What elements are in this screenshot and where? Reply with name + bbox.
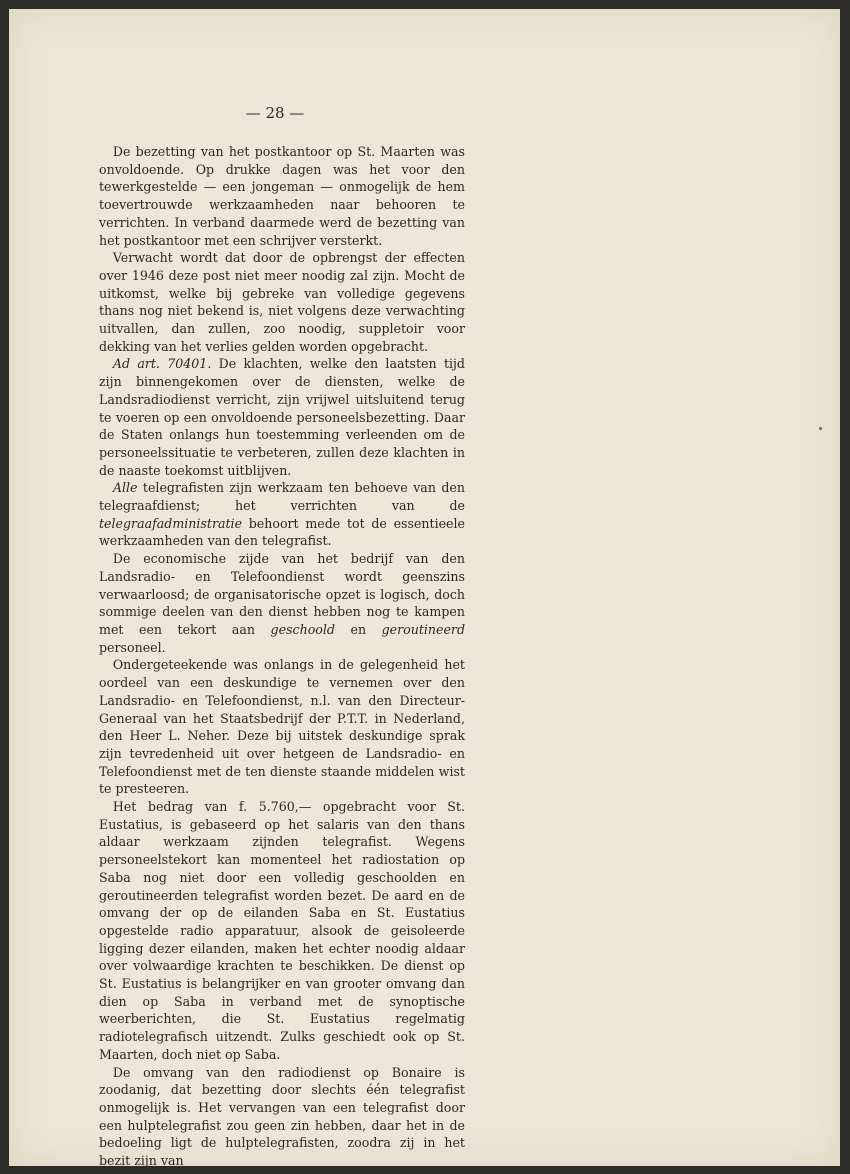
paragraph-5-text-c: en	[334, 621, 382, 637]
paragraph-7: Het bedrag van f. 5.760,— opgebracht voor St. Eustatius, is gebaseerd op het salaris van den thans aldaar werkzaam zijnden telegrafist. Wegens personeelstekort kan momenteel het radiostation op Saba nog niet door een volledig geschoolden en geroutineerden telegrafist worden bezet. De aard en de omvang der op de eilanden Saba en St. Eustatius opgestelde radio apparatuur, alsook de geisoleerde ligging dezer eilanden, maken het echter noodig aldaar over volwaardige krachten te beschikken. De dienst op St. Eustatius is belangrijker en van grooter omvang dan dien op Saba in verband met de synoptische weerberichten, die St. Eustatius regelmatig radiotelegrafisch uitzendt. Zulks geschiedt ook op St. Maarten, doch niet op Saba.	[99, 799, 465, 1062]
paragraph-4-text-a: telegrafisten zijn werkzaam ten behoeve van den telegraafdienst; het verrichten van de	[99, 480, 465, 514]
paragraph-4	[99, 479, 465, 550]
body-text	[99, 143, 465, 1170]
paragraph-8: De omvang van den radiodienst op Bonaire is zoodanig, dat bezetting door slechts één telegrafist onmogelijk is. Het vervangen van een telegrafist door een hulptelegrafist zou geen zin hebben, daar het in de bedoeling ligt de hulptelegrafisten, zoodra zij in het bezit zijn van	[99, 1064, 465, 1169]
paragraph-4-text-c: behoort mede tot de essentieele werkzaamheden van den telegrafist.	[99, 515, 465, 549]
document-page	[9, 9, 840, 1169]
paragraph-5-italic-b: geschoold	[270, 621, 335, 637]
paragraph-5-text-e: personeel.	[99, 639, 166, 655]
paragraph-5	[99, 550, 465, 656]
paragraph-1: De bezetting van het postkantoor op St. Maarten was onvoldoende. Op drukke dagen was het voor den tewerkgestelde — een jongeman — onmogelijk de hem toevertrouwde werkzaamheden naar behooren te verrichten. In verband daarmede werd de bezetting van het postkantoor met een schrijver versterkt.	[99, 144, 465, 248]
paragraph-3	[99, 355, 465, 479]
paragraph-3-text: De klachten, welke den laatsten tijd zijn binnengekomen over de diensten, welke de Landsradiodienst verricht, zijn vrijwel uitsluitend terug te voeren op een onvoldoende personeelsbezetting. Daar de Staten onlangs hun toestemming verleenden om de personeelssituatie te verbeteren, zullen deze klachten in de naaste toekomst uitblijven.	[99, 356, 465, 478]
paragraph-4-lead: Alle	[112, 480, 138, 496]
paragraph-5-text-a: De economische zijde van het bedrijf van den Landsradio- en Telefoondienst wordt geenszins verwaarloosd; de organisatorische opzet is logisch, doch sommige deelen van den dienst hebben nog te kampen met een tekort aan	[99, 551, 465, 637]
page-number: — 28 —	[245, 104, 305, 122]
paragraph-5-italic-d: geroutineerd	[381, 621, 466, 637]
paragraph-4-italic: telegraafadministratie	[99, 515, 243, 531]
paper-speck	[819, 427, 822, 430]
paragraph-3-lead: Ad art. 70401.	[112, 356, 212, 372]
paragraph-6: Ondergeteekende was onlangs in de gelegenheid het oordeel van een deskundige te vernemen over den Landsradio- en Telefoondienst, n.l. van den Directeur-Generaal van het Staatsbedrijf der P.T.T. in Nederland, den Heer L. Neher. Deze bij uitstek deskundige sprak zijn tevredenheid uit over hetgeen de Landsradio- en Telefoondienst met de ten dienste staande middelen wist te presteeren.	[99, 657, 465, 797]
paragraph-2: Verwacht wordt dat door de opbrengst der effecten over 1946 deze post niet meer noodig zal zijn. Mocht de uitkomst, welke bij gebreke van volledige gegevens thans nog niet bekend is, niet volgens deze verwachting uitvallen, dan zullen, zoo noodig, suppletoir voor dekking van het verlies gelden worden opgebracht.	[99, 250, 465, 354]
